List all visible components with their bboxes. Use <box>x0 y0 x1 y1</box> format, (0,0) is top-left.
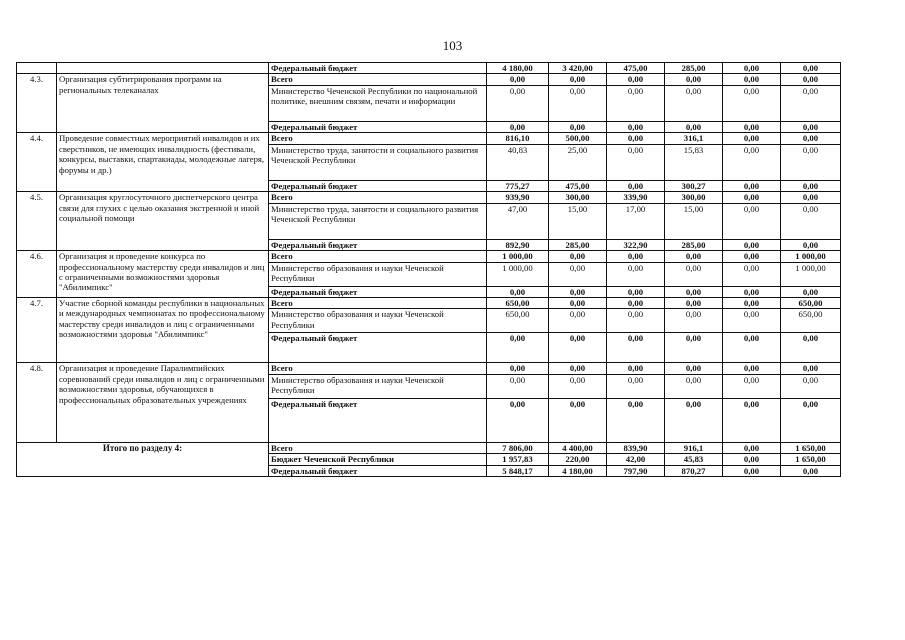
value-cell: 3 420,00 <box>549 63 607 74</box>
table-row <box>17 133 841 144</box>
value-cell: 916,1 <box>665 442 723 453</box>
value-cell: 0,00 <box>549 85 607 121</box>
value-cell: 285,00 <box>665 63 723 74</box>
value-cell: 4 180,00 <box>487 63 549 74</box>
value-cell: 0,00 <box>665 398 723 442</box>
value-cell: 0,00 <box>723 465 781 476</box>
value-cell: 0,00 <box>487 333 549 363</box>
value-cell: 0,00 <box>487 398 549 442</box>
source-cell: Всего <box>269 74 487 85</box>
value-cell: 0,00 <box>723 398 781 442</box>
source-cell: Всего <box>269 442 487 453</box>
value-cell: 0,00 <box>487 85 549 121</box>
value-cell: 0,00 <box>607 74 665 85</box>
item-description: Проведение совместных мероприятий инвалидов и их сверстников, не имеющих инвалидность (фестивали, конкурсы, выставки, спартакиады, молодежные лагеря, форумы и др.) <box>57 133 269 192</box>
value-cell: 0,00 <box>549 297 607 308</box>
value-cell: 0,00 <box>723 133 781 144</box>
source-cell: Федеральный бюджет <box>269 121 487 132</box>
value-cell: 0,00 <box>607 85 665 121</box>
budget-table <box>16 62 841 477</box>
value-cell: 0,00 <box>665 363 723 374</box>
value-cell: 0,00 <box>781 465 841 476</box>
value-cell: 0,00 <box>723 309 781 333</box>
source-cell: Всего <box>269 251 487 262</box>
value-cell: 1 957,83 <box>487 454 549 465</box>
value-cell: 0,00 <box>781 203 841 239</box>
value-cell: 0,00 <box>723 239 781 250</box>
description-cell <box>57 63 269 74</box>
value-cell: 0,00 <box>549 121 607 132</box>
value-cell: 0,00 <box>781 63 841 74</box>
value-cell: 0,00 <box>665 262 723 286</box>
value-cell: 7 806,00 <box>487 442 549 453</box>
value-cell: 0,00 <box>549 374 607 398</box>
value-cell: 650,00 <box>487 309 549 333</box>
source-cell: Министерство образования и науки Чеченской Республики <box>269 262 487 286</box>
source-cell: Министерство труда, занятости и социального развития Чеченской Республики <box>269 144 487 180</box>
item-number: 4.3. <box>17 74 57 133</box>
value-cell: 475,00 <box>549 180 607 191</box>
table-row <box>17 251 841 262</box>
value-cell: 775,27 <box>487 180 549 191</box>
value-cell: 0,00 <box>607 297 665 308</box>
item-number: 4.7. <box>17 297 57 362</box>
source-cell: Федеральный бюджет <box>269 398 487 442</box>
page-number: 103 <box>442 38 463 53</box>
value-cell: 0,00 <box>607 121 665 132</box>
table-row <box>17 63 841 74</box>
value-cell: 0,00 <box>549 262 607 286</box>
value-cell: 0,00 <box>607 262 665 286</box>
value-cell: 0,00 <box>665 333 723 363</box>
value-cell: 0,00 <box>723 363 781 374</box>
value-cell: 650,00 <box>487 297 549 308</box>
source-cell: Всего <box>269 363 487 374</box>
table-row <box>17 363 841 374</box>
value-cell: 0,00 <box>607 363 665 374</box>
value-cell: 0,00 <box>487 74 549 85</box>
value-cell: 0,00 <box>781 74 841 85</box>
value-cell: 0,00 <box>487 121 549 132</box>
index-cell <box>17 63 57 74</box>
source-cell: Всего <box>269 133 487 144</box>
value-cell: 892,90 <box>487 239 549 250</box>
source-cell: Всего <box>269 297 487 308</box>
value-cell: 0,00 <box>549 363 607 374</box>
value-cell: 0,00 <box>665 286 723 297</box>
item-description: Организация и проведение конкурса по профессиональному мастерству среди инвалидов и лиц с ограниченными возможностями здоровья "Абилимпикс" <box>57 251 269 298</box>
source-cell: Министерство Чеченской Республики по национальной политике, внешним связям, печати и информации <box>269 85 487 121</box>
value-cell: 15,83 <box>665 144 723 180</box>
value-cell: 0,00 <box>607 333 665 363</box>
item-description: Организация круглосуточного диспетчерского центра связи для глухих с целью оказания экстренной и иной социальной помощи <box>57 192 269 251</box>
value-cell: 0,00 <box>607 180 665 191</box>
value-cell: 0,00 <box>781 374 841 398</box>
source-cell: Министерство образования и науки Чеченской Республики <box>269 309 487 333</box>
value-cell: 0,00 <box>781 398 841 442</box>
source-cell: Федеральный бюджет <box>269 286 487 297</box>
value-cell: 0,00 <box>607 133 665 144</box>
value-cell: 0,00 <box>723 251 781 262</box>
value-cell: 0,00 <box>781 180 841 191</box>
value-cell: 47,00 <box>487 203 549 239</box>
value-cell: 1 650,00 <box>781 442 841 453</box>
value-cell: 42,00 <box>607 454 665 465</box>
value-cell: 0,00 <box>665 309 723 333</box>
value-cell: 0,00 <box>607 144 665 180</box>
item-number: 4.8. <box>17 363 57 442</box>
value-cell: 0,00 <box>723 262 781 286</box>
value-cell: 0,00 <box>781 286 841 297</box>
value-cell: 839,90 <box>607 442 665 453</box>
value-cell: 0,00 <box>549 333 607 363</box>
source-cell: Федеральный бюджет <box>269 63 487 74</box>
value-cell: 0,00 <box>781 85 841 121</box>
value-cell: 1 650,00 <box>781 454 841 465</box>
value-cell: 0,00 <box>487 286 549 297</box>
value-cell: 650,00 <box>781 309 841 333</box>
value-cell: 0,00 <box>781 121 841 132</box>
value-cell: 0,00 <box>781 133 841 144</box>
value-cell: 0,00 <box>723 454 781 465</box>
value-cell: 0,00 <box>781 239 841 250</box>
value-cell: 0,00 <box>549 251 607 262</box>
value-cell: 500,00 <box>549 133 607 144</box>
value-cell: 0,00 <box>723 203 781 239</box>
value-cell: 339,90 <box>607 192 665 203</box>
value-cell: 0,00 <box>723 180 781 191</box>
source-cell: Бюджет Чеченской Республики <box>269 454 487 465</box>
value-cell: 816,10 <box>487 133 549 144</box>
value-cell: 220,00 <box>549 454 607 465</box>
table-row <box>17 74 841 85</box>
value-cell: 0,00 <box>549 398 607 442</box>
value-cell: 0,00 <box>607 251 665 262</box>
value-cell: 0,00 <box>723 121 781 132</box>
value-cell: 17,00 <box>607 203 665 239</box>
source-cell: Федеральный бюджет <box>269 180 487 191</box>
value-cell: 870,27 <box>665 465 723 476</box>
source-cell: Министерство труда, занятости и социального развития Чеченской Республики <box>269 203 487 239</box>
item-description: Организация и проведение Паралимпийских соревнований среди инвалидов и лиц с ограниченными возможностями здоровья, обучающихся в профессиональных образовательных учреждениях <box>57 363 269 442</box>
value-cell: 0,00 <box>723 442 781 453</box>
value-cell: 0,00 <box>665 297 723 308</box>
value-cell: 0,00 <box>723 192 781 203</box>
value-cell: 0,00 <box>723 144 781 180</box>
value-cell: 0,00 <box>487 363 549 374</box>
value-cell: 285,00 <box>549 239 607 250</box>
value-cell: 0,00 <box>549 309 607 333</box>
budget-table-body <box>17 63 841 477</box>
item-number: 4.5. <box>17 192 57 251</box>
source-cell: Федеральный бюджет <box>269 239 487 250</box>
value-cell: 0,00 <box>607 286 665 297</box>
value-cell: 0,00 <box>665 74 723 85</box>
table-row <box>17 192 841 203</box>
value-cell: 0,00 <box>607 309 665 333</box>
value-cell: 40,83 <box>487 144 549 180</box>
value-cell: 0,00 <box>549 286 607 297</box>
total-row <box>17 442 841 453</box>
value-cell: 5 848,17 <box>487 465 549 476</box>
value-cell: 15,00 <box>549 203 607 239</box>
value-cell: 316,1 <box>665 133 723 144</box>
value-cell: 0,00 <box>781 333 841 363</box>
value-cell: 0,00 <box>665 374 723 398</box>
value-cell: 300,27 <box>665 180 723 191</box>
value-cell: 0,00 <box>549 74 607 85</box>
value-cell: 45,83 <box>665 454 723 465</box>
item-number: 4.4. <box>17 133 57 192</box>
value-cell: 0,00 <box>723 286 781 297</box>
value-cell: 0,00 <box>723 85 781 121</box>
value-cell: 0,00 <box>723 333 781 363</box>
value-cell: 0,00 <box>723 374 781 398</box>
value-cell: 0,00 <box>781 192 841 203</box>
value-cell: 285,00 <box>665 239 723 250</box>
item-description: Организация субтитрирования программ на региональных телеканалах <box>57 74 269 133</box>
value-cell: 0,00 <box>723 63 781 74</box>
value-cell: 939,90 <box>487 192 549 203</box>
value-cell: 0,00 <box>665 251 723 262</box>
source-cell: Министерство образования и науки Чеченской Республики <box>269 374 487 398</box>
item-description: Участие сборной команды республики в национальных и международных чемпионатах по профессиональному мастерству среди инвалидов и лиц с ограниченными возможностями здоровья "Абилимпикс" <box>57 297 269 362</box>
value-cell: 322,90 <box>607 239 665 250</box>
source-cell: Всего <box>269 192 487 203</box>
value-cell: 0,00 <box>781 363 841 374</box>
value-cell: 797,90 <box>607 465 665 476</box>
value-cell: 300,00 <box>665 192 723 203</box>
value-cell: 0,00 <box>665 121 723 132</box>
source-cell: Федеральный бюджет <box>269 465 487 476</box>
value-cell: 15,00 <box>665 203 723 239</box>
source-cell: Федеральный бюджет <box>269 333 487 363</box>
value-cell: 1 000,00 <box>487 262 549 286</box>
value-cell: 1 000,00 <box>781 262 841 286</box>
value-cell: 1 000,00 <box>781 251 841 262</box>
value-cell: 1 000,00 <box>487 251 549 262</box>
value-cell: 0,00 <box>607 374 665 398</box>
value-cell: 0,00 <box>723 74 781 85</box>
value-cell: 300,00 <box>549 192 607 203</box>
value-cell: 0,00 <box>665 85 723 121</box>
value-cell: 25,00 <box>549 144 607 180</box>
section-total-label: Итого по разделу 4: <box>17 442 269 476</box>
table-row <box>17 297 841 308</box>
item-number: 4.6. <box>17 251 57 298</box>
value-cell: 650,00 <box>781 297 841 308</box>
value-cell: 0,00 <box>607 398 665 442</box>
value-cell: 0,00 <box>781 144 841 180</box>
value-cell: 0,00 <box>723 297 781 308</box>
value-cell: 4 180,00 <box>549 465 607 476</box>
value-cell: 4 400,00 <box>549 442 607 453</box>
value-cell: 0,00 <box>487 374 549 398</box>
value-cell: 475,00 <box>607 63 665 74</box>
